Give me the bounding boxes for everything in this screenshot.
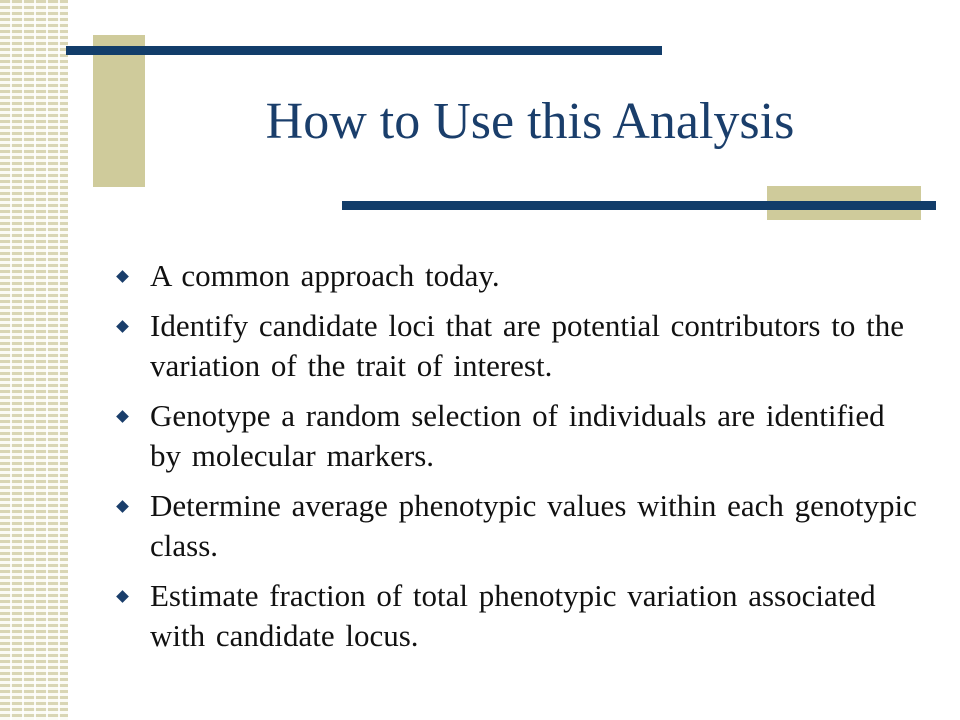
bullet-text: Determine average phenotypic values within each genotypic class. (150, 488, 917, 563)
diamond-bullet-icon (116, 500, 129, 513)
diamond-bullet-icon (116, 270, 129, 283)
diamond-bullet-icon (116, 590, 129, 603)
navy-bar-top (66, 46, 662, 55)
bullet-text: Estimate fraction of total phenotypic variation associated with candidate locus. (150, 578, 876, 653)
bullet-list (118, 256, 918, 666)
diamond-bullet-icon (116, 410, 129, 423)
bullet-item (118, 306, 918, 386)
slide-title: How to Use this Analysis (265, 93, 795, 150)
bullet-item (118, 486, 918, 566)
bullet-text: Identify candidate loci that are potential contributors to the variation of the trait of interest. (150, 308, 904, 383)
navy-bar-bottom (342, 201, 936, 210)
bullet-text: A common approach today. (150, 258, 500, 293)
left-striped-border (0, 0, 68, 720)
bullet-item (118, 256, 918, 296)
bullet-item (118, 396, 918, 476)
bullet-item (118, 576, 918, 656)
diamond-bullet-icon (116, 320, 129, 333)
bullet-text: Genotype a random selection of individuals are identified by molecular markers. (150, 398, 885, 473)
